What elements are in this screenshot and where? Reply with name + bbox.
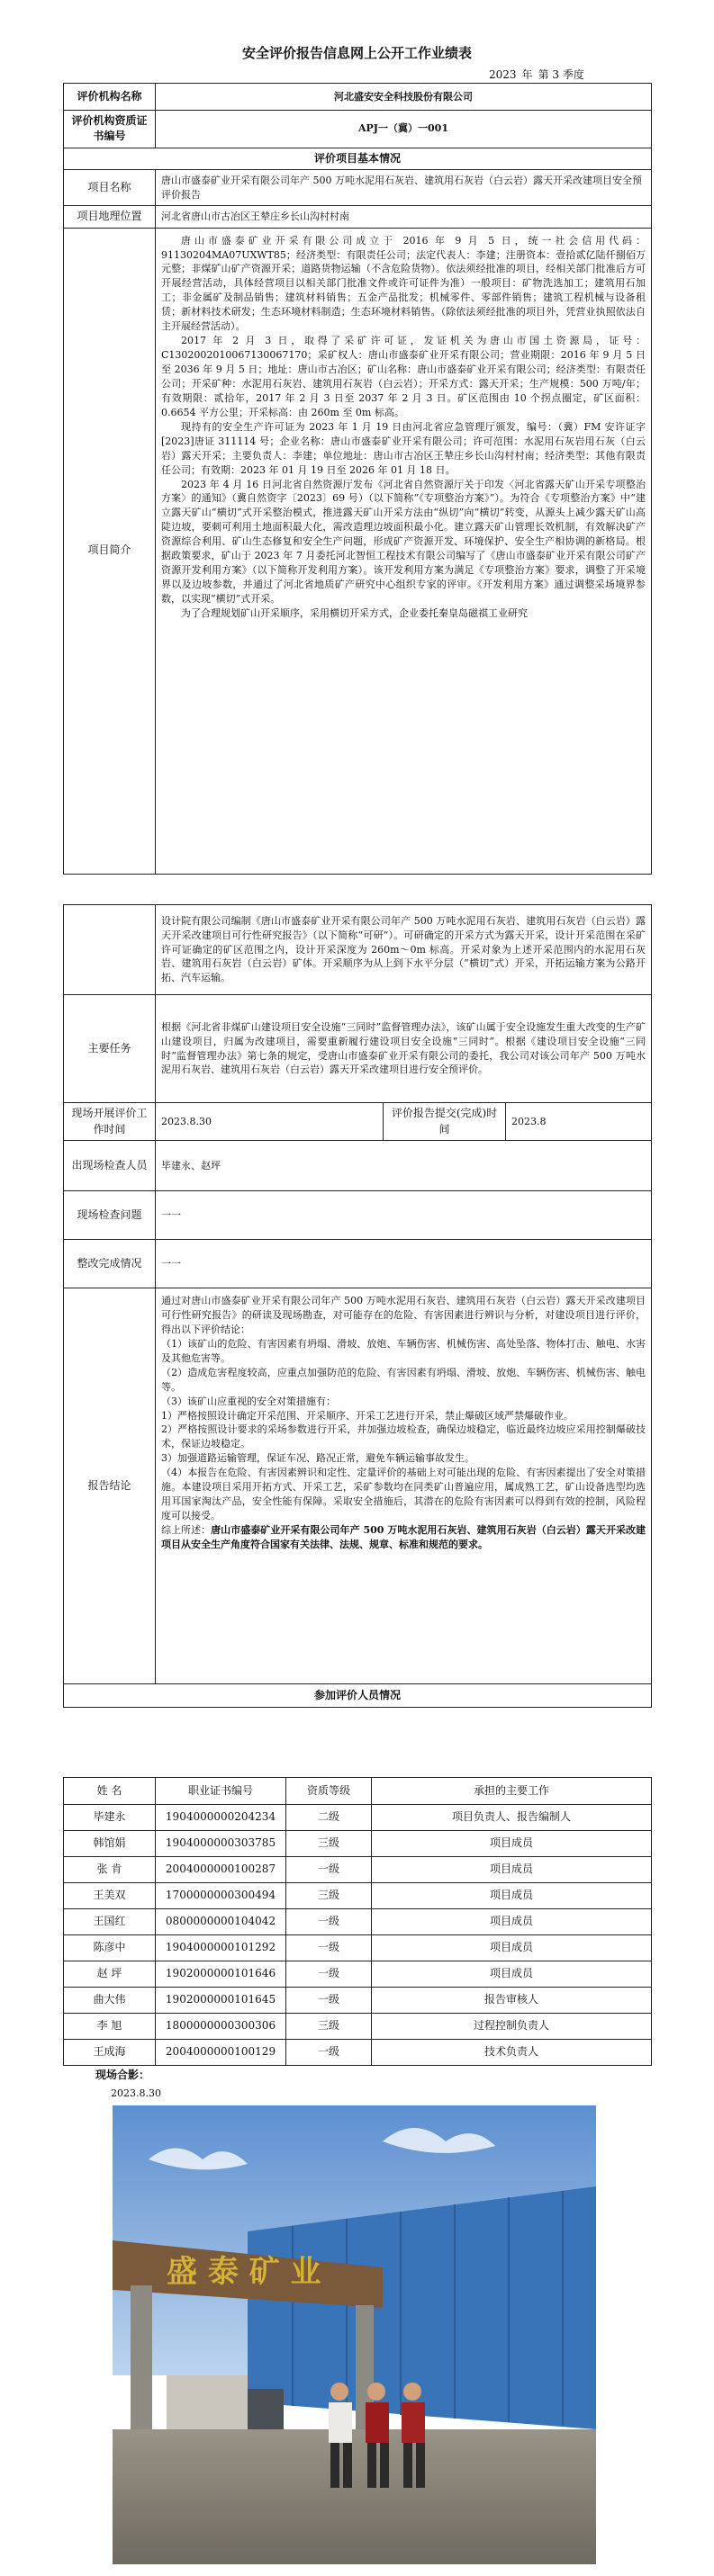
staff-level: 一级 bbox=[286, 1988, 372, 2014]
project-name-value: 唐山市盛泰矿业开采有限公司年产 500 万吨水泥用石灰岩、建筑用石灰岩（白云岩）露天开采改建项目安全预评价报告 bbox=[156, 170, 652, 206]
staff-level: 一级 bbox=[286, 1935, 372, 1961]
location-value: 河北省唐山市古冶区王辇庄乡长山沟村村南 bbox=[156, 206, 652, 228]
project-section-title: 评价项目基本情况 bbox=[64, 148, 652, 169]
photo-ground bbox=[113, 2429, 596, 2564]
staff-role: 报告审核人 bbox=[372, 1988, 652, 2014]
survey-time-value: 2023.8.30 bbox=[156, 1103, 384, 1141]
org-name-value: 河北盛安安全科技股份有限公司 bbox=[156, 84, 652, 111]
group-photo bbox=[113, 2105, 596, 2564]
staff-col-header: 资质等级 bbox=[286, 1778, 372, 1805]
staff-name: 毕建永 bbox=[64, 1805, 156, 1831]
staff-role: 项目成员 bbox=[372, 1961, 652, 1988]
staff-section-title: 参加评价人员情况 bbox=[64, 1684, 652, 1708]
conclusion-paragraph: （4）本报告在危险、有害因素辨识和定性、定量评价的基础上对可能出现的危险、有害因素提出了安全对策措施。本建设项目采用开拓方式、开采工艺，采矿参数均在同类矿山普遍应用，属成熟工艺，矿山设备选型均选用耳国家淘汰产品，安全性能有保障。采取安全措施后，其潜在的危险有害因素可以得到有效的控制，风险程度可以接受。 bbox=[161, 1467, 646, 1522]
report-time-value: 2023.8 bbox=[506, 1103, 652, 1141]
staff-name: 赵 坪 bbox=[64, 1961, 156, 1988]
table-row bbox=[64, 1805, 652, 1831]
staff-level: 三级 bbox=[286, 1883, 372, 1909]
staff-cert-number: 1800000000300306 bbox=[156, 2014, 286, 2040]
staff-name: 王国红 bbox=[64, 1909, 156, 1935]
table-row bbox=[64, 1831, 652, 1857]
period-line bbox=[486, 67, 587, 82]
conclusion-paragraph: （3）该矿山应重视的安全对策措施有： bbox=[161, 1395, 336, 1407]
staff-cert-number: 2004000000100129 bbox=[156, 2040, 286, 2066]
quarter-value: 第 3 季度 bbox=[538, 68, 584, 81]
rectify-label: 整改完成情况 bbox=[64, 1240, 156, 1288]
staff-cert-number: 1904000000303785 bbox=[156, 1831, 286, 1857]
table-row bbox=[64, 1935, 652, 1961]
intro-continued-label-blank bbox=[64, 905, 156, 995]
staff-name: 王成海 bbox=[64, 2040, 156, 2066]
staff-role: 项目成员 bbox=[372, 1909, 652, 1935]
conclusion-final-bold: 唐山市盛泰矿业开采有限公司年产 500 万吨水泥用石灰岩、建筑用石灰岩（白云岩）露天开采改建项目从安全生产角度符合国家有关法律、法规、规章、标准和规范的要求。 bbox=[161, 1524, 646, 1550]
staff-col-header: 姓 名 bbox=[64, 1778, 156, 1805]
staff-cert-number: 1904000000204234 bbox=[156, 1805, 286, 1831]
task-value: 根据《河北省非煤矿山建设项目安全设施“三同时”监督管理办法》，该矿山属于安全设施发生重大改变的生产矿山建设项目，归属为改建项目，需要重新履行建设项目安全设施“三同时”。根据《建设项目安全设施“三同时”监督管理办法》第七条的规定，受唐山市盛泰矿业开采有限公司的委托，我公司对该公司年产 500 万吨水泥用石灰岩、建筑用石灰岩（白云岩）露天开采改建项目进行安全预评价。 bbox=[156, 995, 652, 1103]
conclusion-final-prefix: 综上所述： bbox=[161, 1524, 212, 1536]
conclusion-paragraph: （1）该矿山的危险、有害因素有坍塌、滑坡、放炮、车辆伤害、机械伤害、高处坠落、物体打击、触电、水害及其他危害等。 bbox=[161, 1337, 646, 1364]
staff-cert-number: 0800000000104042 bbox=[156, 1909, 286, 1935]
conclusion-label: 报告结论 bbox=[64, 1288, 156, 1684]
staff-col-header: 承担的主要工作 bbox=[372, 1778, 652, 1805]
staff-role: 项目负责人、报告编制人 bbox=[372, 1805, 652, 1831]
location-label: 项目地理位置 bbox=[64, 206, 156, 228]
staff-level: 三级 bbox=[286, 2014, 372, 2040]
staff-name: 王美双 bbox=[64, 1883, 156, 1909]
staff-cert-number: 1902000000101645 bbox=[156, 1988, 286, 2014]
task-label: 主要任务 bbox=[64, 995, 156, 1103]
staff-level: 二级 bbox=[286, 1805, 372, 1831]
table-row bbox=[64, 2014, 652, 2040]
problems-value: 一一 bbox=[156, 1191, 652, 1240]
conclusion-paragraph: （2）造成危害程度较高，应重点加强防范的危险、有害因素有坍塌、滑坡、放炮、车辆伤害、机械伤害、触电等。 bbox=[161, 1366, 646, 1393]
intro-paragraph: 为了合理规划矿山开采顺序，采用横切开采方式，企业委托秦皇岛磁祺工业研究 bbox=[181, 606, 528, 619]
table-row bbox=[64, 1883, 652, 1909]
staff-role: 项目成员 bbox=[372, 1935, 652, 1961]
intro-continued: 设计院有限公司编制《唐山市盛泰矿业开采有限公司年产 500 万吨水泥用石灰岩、建筑用石灰岩（白云岩）露天开采改建项目可行性研究报告》（以下简称“可研”）。可研确定的开采方式为露天开采，设计开采范围在采矿许可证确定的矿区范围之内，设计开采深度为 260m～0m 标高。开采对象为上述开采范围内的水泥用石灰岩、建筑用石灰岩（白云岩）矿体。开采顺序为从上到下水平分层（“横切”式）开采，开拓运输方案为公路开拓、汽车运输。 bbox=[156, 905, 652, 995]
conclusion-paragraph: 2）严格按照设计要求的采场参数进行开采，并加强边坡检查，确保边坡稳定，临近最终边坡应采用控制爆破技术，保证边坡稳定。 bbox=[161, 1423, 646, 1450]
year-value: 2023 bbox=[489, 68, 517, 81]
staff-table bbox=[63, 1777, 652, 2066]
intro-paragraph: 2017 年 2 月 3 日，取得了采矿许可证，发证机关为唐山市国土资源局，证号：C1302002010067130067170；采矿权人：唐山市盛泰矿业开采有限公司；营业期限：2016 年 9 月 5 日至 2036 年 9 月 5 日；地址：唐山市古冶区；矿山名称：唐山市盛泰矿业开采有限公司；经济类型：有限责任公司；开采矿种：水泥用石灰岩、建筑用石灰岩（白云岩）；开采方式：露天开采；生产规模：500 万吨/年；有效期限：贰拾年，2017 年 2 月 3 日至 2037 年 2 月 3 日。矿区范围由 10 个拐点圈定，矿区面积：0.6654 平方公里；开采标高：由 260m 至 0m 标高。 bbox=[161, 335, 646, 418]
photo-date: 2023.8.30 bbox=[111, 2087, 161, 2099]
survey-time-label: 现场开展评价工作时间 bbox=[64, 1103, 156, 1141]
staff-cert-number: 2004000000100287 bbox=[156, 1857, 286, 1883]
staff-name: 张 肯 bbox=[64, 1857, 156, 1883]
intro-paragraph: 唐山市盛泰矿业开采有限公司成立于 2016 年 9 月 5 日，统一社会信用代码：91130204MA07UXWT85；经济类型：有限责任公司；法定代表人：李建；注册资本：壹拾贰亿陆仟捌佰万元整；非煤矿山矿产资源开采；道路货物运输（不含危险货物）。依法须经批准的项目，经相关部门批准后方可开展经营活动，具体经营项目以相关部门批准文件或许可证件为准）一般项目：矿物洗选加工；建筑用石加工；非金属矿及制品销售；建筑材料销售；五金产品批发；机械零件、零部件销售；建筑工程机械与设备租赁；新材料技术研发；生态环境材料制造；生态环境材料销售。（除依法须经批准的项目外，凭营业执照依法自主开展经营活动）。 bbox=[161, 234, 646, 333]
staff-role: 项目成员 bbox=[372, 1831, 652, 1857]
rectify-value: 一一 bbox=[156, 1240, 652, 1288]
intro-cell bbox=[156, 228, 652, 874]
staff-level: 一级 bbox=[286, 1909, 372, 1935]
staff-role: 项目成员 bbox=[372, 1883, 652, 1909]
conclusion-final bbox=[161, 1523, 646, 1552]
inspectors-value: 毕建永、赵坪 bbox=[156, 1141, 652, 1191]
org-name-label: 评价机构名称 bbox=[64, 84, 156, 111]
photo-gate-pillar-left bbox=[131, 2285, 152, 2429]
staff-cert-number: 1902000000101646 bbox=[156, 1961, 286, 1988]
intro-paragraph: 2023 年 4 月 16 日河北省自然资源厅发布《河北省自然资源厅关于印发〈河北省露天矿山开采专项整治方案〉的通知》（冀自然资字〔2023〕69 号）（以下简称“《专项整治方案》”）。为符合《专项整治方案》中“建立露天矿山“横切”式开采整治模式，推进露天矿山开采方法由“纵切”向“横切”转变，从源头上减少露天矿山高陡边坡，要刺可利用土地面积最大化，需改造理边坡面积最小化。建立露天矿山管理长效机制，有效解决矿产资源综合利用、矿山生态修复和安全生产问题，形成矿产资源开发、环境保护、安全生产相协调的新格局。根据政策要求，矿山于 2023 年 7 月委托河北智恒工程技术有限公司编写了《唐山市盛泰矿业开采有限公司矿产资源开发利用方案》（以下简称开发利用方案）。该开发利用方案为满足《专项整治方案》要求，调整了开采境界以及边坡参数，并通过了河北省地质矿产研究中心组织专家的评审。《开发利用方案》通过调整采场境界参数，以实现“横切”式开采。 bbox=[161, 478, 646, 605]
intro-label: 项目简介 bbox=[64, 228, 156, 874]
staff-col-header: 职业证书编号 bbox=[156, 1778, 286, 1805]
problems-label: 现场检查问题 bbox=[64, 1191, 156, 1240]
photo-label: 现场合影： bbox=[95, 2069, 150, 2081]
staff-role: 项目成员 bbox=[372, 1857, 652, 1883]
info-table bbox=[63, 83, 652, 875]
staff-name: 李 旭 bbox=[64, 2014, 156, 2040]
photo-gate-text: 盛 泰 矿 业 bbox=[167, 2254, 321, 2290]
conclusion-cell bbox=[156, 1288, 652, 1684]
staff-cert-number: 1904000000101292 bbox=[156, 1935, 286, 1961]
staff-header-row bbox=[64, 1778, 652, 1805]
inspectors-label: 出现场检查人员 bbox=[64, 1141, 156, 1191]
report-time-label: 评价报告提交(完成)时间 bbox=[384, 1103, 506, 1141]
conclusion-paragraph: 3）加强道路运输管理，保证车况、路况正常，避免车辆运输事故发生。 bbox=[161, 1452, 474, 1465]
staff-level: 一级 bbox=[286, 1961, 372, 1988]
staff-role: 技术负责人 bbox=[372, 2040, 652, 2066]
staff-role: 过程控制负责人 bbox=[372, 2014, 652, 2040]
cert-value: APJ一（冀）一001 bbox=[156, 111, 652, 148]
table-row bbox=[64, 1857, 652, 1883]
staff-level: 一级 bbox=[286, 2040, 372, 2066]
staff-name: 陈彦中 bbox=[64, 1935, 156, 1961]
conclusion-paragraph: 1）严格按照设计确定开采范围、开采顺序、开采工艺进行开采，禁止爆破区域严禁爆破作业。 bbox=[161, 1409, 574, 1422]
staff-cert-number: 1700000000300494 bbox=[156, 1883, 286, 1909]
staff-name: 曲大伟 bbox=[64, 1988, 156, 2014]
staff-level: 三级 bbox=[286, 1831, 372, 1857]
project-name-label: 项目名称 bbox=[64, 170, 156, 206]
table-row bbox=[64, 1961, 652, 1988]
staff-name: 韩馆娟 bbox=[64, 1831, 156, 1857]
photo-tank-truck bbox=[167, 2375, 248, 2429]
staff-level: 一级 bbox=[286, 1857, 372, 1883]
photo-truck-cab bbox=[248, 2389, 284, 2429]
cert-label: 评价机构资质证书编号 bbox=[64, 111, 156, 148]
table-row bbox=[64, 2040, 652, 2066]
year-suffix: 年 bbox=[521, 68, 533, 81]
conclusion-paragraph: 通过对唐山市盛泰矿业开采有限公司年产 500 万吨水泥用石灰岩、建筑用石灰岩（白云岩）露天开采改建项目可行性研究报告》的研读及现场勘查，对可能存在的危险、有害因素进行辨识与分析，对建设项目进行评价，得出以下评价结论： bbox=[161, 1295, 646, 1335]
table-row bbox=[64, 1988, 652, 2014]
table-row bbox=[64, 1909, 652, 1935]
page-title: 安全评价报告信息网上公开工作业绩表 bbox=[241, 45, 472, 61]
intro-paragraph: 现持有的安全生产许可证为 2023 年 1 月 19 日由河北省应急管理厅颁发，编号：（冀）FM 安许证字[2023]唐证 311114 号；企业名称：唐山市盛泰矿业开采有限公司；许可范围：水泥用石灰岩用石灰（白云岩）露天开采；主要负责人：李建；单位地址：唐山市古冶区王辇庄乡长山沟村村南；经济类型：其他有限责任公司；有效期：2023 年 01 月 19 日至 2026 年 01 月 18 日。 bbox=[161, 420, 646, 476]
detail-table bbox=[63, 904, 652, 1708]
